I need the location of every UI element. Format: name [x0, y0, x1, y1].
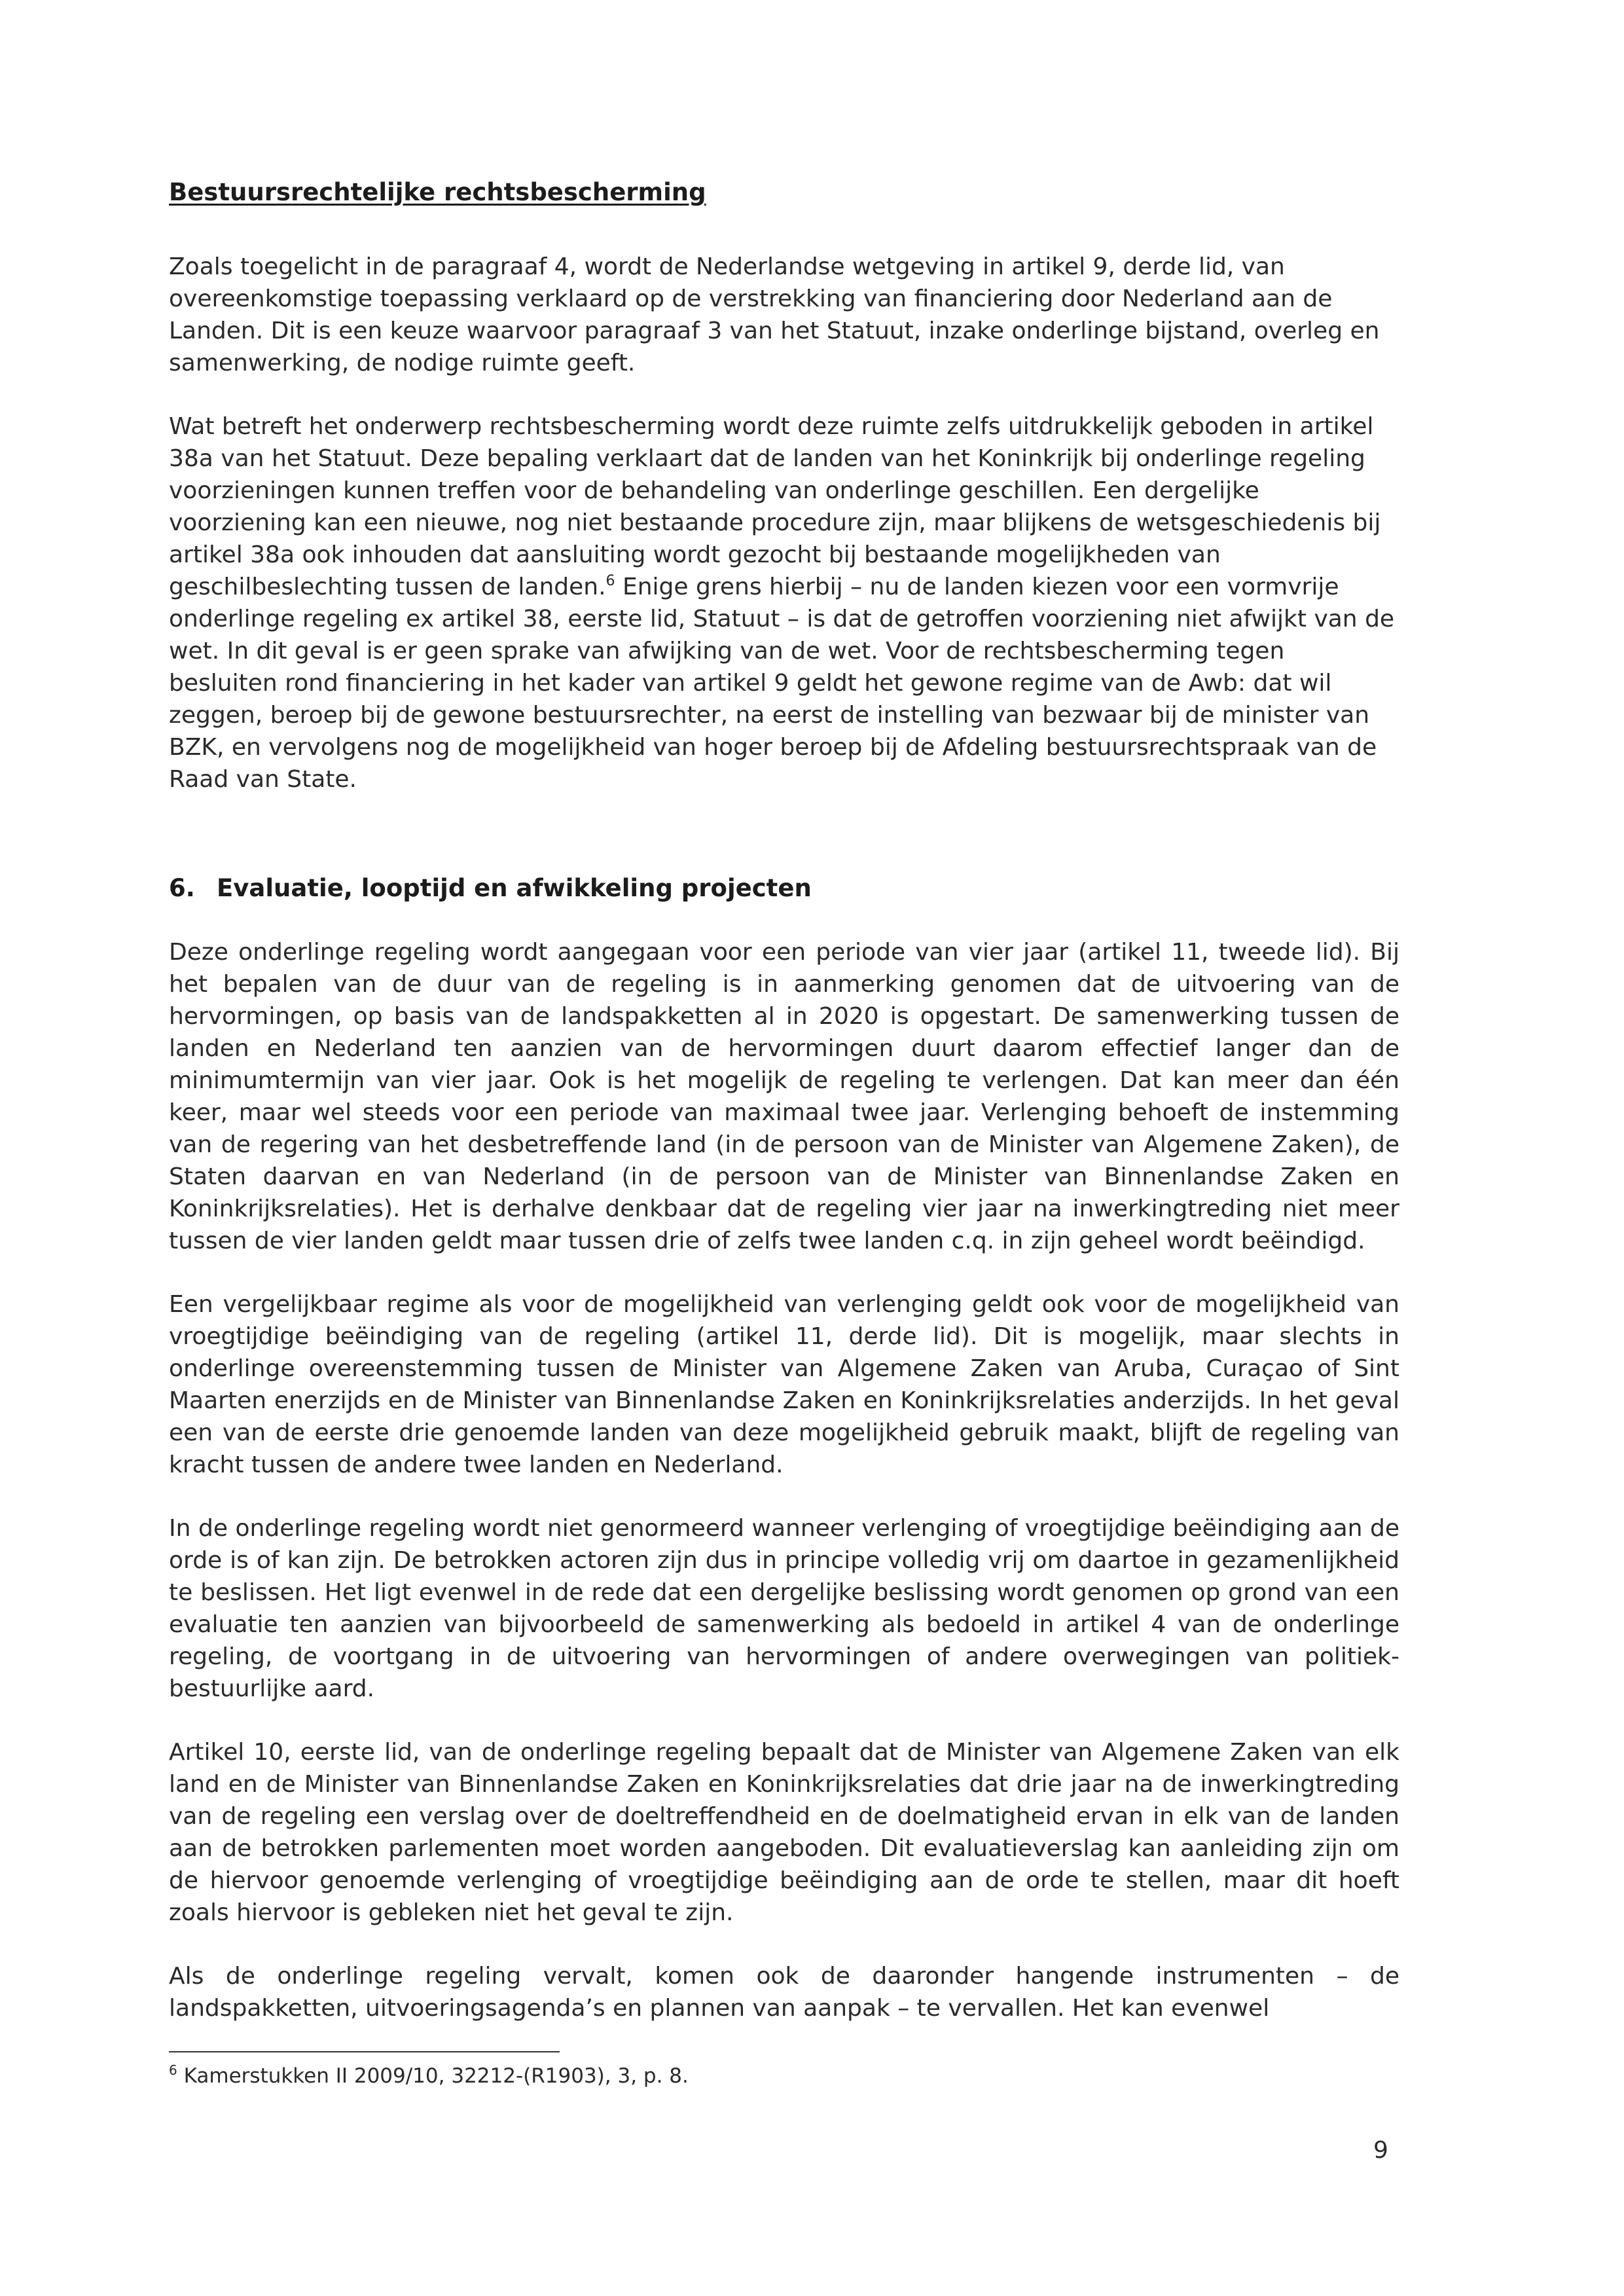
page-body	[169, 178, 1399, 2056]
footnote-reference[interactable]: 6	[605, 573, 615, 589]
paragraph: Artikel 10, eerste lid, van de onderlinge regeling bepaalt dat de Minister van Algemene Zaken van elk land en de Minister van Binnenlandse Zaken en Koninkrijksrelaties dat drie jaar na de inwerkingtreding van de regeling een verslag over de doeltreffendheid en de doelmatigheid ervan in elk van de landen aan de betrokken parlementen moet worden aangeboden. Dit evaluatieverslag kan aanleiding zijn om de hiervoor genoemde verlenging of vroegtijdige beëindiging aan de orde te stellen, maar dit hoeft zoals hiervoor is gebleken niet het geval te zijn.	[169, 1739, 1399, 1926]
paragraph: Als de onderlinge regeling vervalt, komen ook de daaronder hangende instrumenten – de landspakketten, uitvoeringsagenda’s en plannen van aanpak – te vervallen. Het kan evenwel	[169, 1963, 1399, 2022]
chapter-title: Evaluatie, looptijd en afwikkeling projecten	[217, 874, 812, 902]
footnote-text: Kamerstukken II 2009/10, 32212-(R1903), 3, p. 8.	[177, 2064, 689, 2088]
paragraph-text: Enige grens hierbij – nu de landen kiezen voor een vormvrije onderlinge regeling ex artikel 38, eerste lid, Statuut – is dat de getroffen voorziening niet afwijkt van de wet. In dit geval is er geen sprake van afwijking van de wet. Voor de rechtsbescherming tegen besluiten rond financiering in het kader van artikel 9 geldt het gewone regime van de Awb: dat wil zeggen, beroep bij de gewone bestuursrechter, na eerst de instelling van bezwaar bij de minister van BZK, en vervolgens nog de mogelijkheid van hoger beroep bij de Afdeling bestuursrechtspraak van de Raad van State.	[169, 574, 1395, 793]
footnote	[169, 2062, 689, 2090]
footnote-separator	[169, 2051, 560, 2052]
footnote-number: 6	[169, 2062, 177, 2078]
paragraph: Deze onderlinge regeling wordt aangegaan voor een periode van vier jaar (artikel 11, tweede lid). Bij het bepalen van de duur van de regeling is in aanmerking genomen dat de uitvoering van de hervormingen, op basis van de landspakketten al in 2020 is opgestart. De samenwerking tussen de landen en Nederland ten aanzien van de hervormingen duurt daarom effectief langer dan de minimumtermijn van vier jaar. Ook is het mogelijk de regeling te verlengen. Dat kan meer dan één keer, maar wel steeds voor een periode van maximaal twee jaar. Verlenging behoeft de instemming van de regering van het desbetreffende land (in de persoon van de Minister van Algemene Zaken), de Staten daarvan en van Nederland (in de persoon van de Minister van Binnenlandse Zaken en Koninkrijksrelaties). Het is derhalve denkbaar dat de regeling vier jaar na inwerkingtreding niet meer tussen de vier landen geldt maar tussen drie of zelfs twee landen c.q. in zijn geheel wordt beëindigd.	[169, 939, 1399, 1254]
page-number: 9	[1373, 2137, 1388, 2164]
chapter-heading	[169, 874, 1399, 902]
paragraph: Zoals toegelicht in de paragraaf 4, wordt de Nederlandse wetgeving in artikel 9, derde lid, van overeenkomstige toepassing verklaard op de verstrekking van financiering door Nederland aan de Landen. Dit is een keuze waarvoor paragraaf 3 van het Statuut, inzake onderlinge bijstand, overleg en samenwerking, de nodige ruimte geeft.	[169, 253, 1380, 376]
paragraph: In de onderlinge regeling wordt niet genormeerd wanneer verlenging of vroegtijdige beëindiging aan de orde is of kan zijn. De betrokken actoren zijn dus in principe volledig vrij om daartoe in gezamenlijkheid te beslissen. Het ligt evenwel in de rede dat een dergelijke beslissing wordt genomen op grond van een evaluatie ten aanzien van bijvoorbeeld de samenwerking als bedoeld in artikel 4 van de onderlinge regeling, de voortgang in de uitvoering van hervormingen of andere overwegingen van politiek-bestuurlijke aard.	[169, 1515, 1399, 1702]
paragraph: Een vergelijkbaar regime als voor de mogelijkheid van verlenging geldt ook voor de mogelijkheid van vroegtijdige beëindiging van de regeling (artikel 11, derde lid). Dit is mogelijk, maar slechts in onderlinge overeenstemming tussen de Minister van Algemene Zaken van Aruba, Curaçao of Sint Maarten enerzijds en de Minister van Binnenlandse Zaken en Koninkrijksrelaties anderzijds. In het geval een van de eerste drie genoemde landen van deze mogelijkheid gebruik maakt, blijft de regeling van kracht tussen de andere twee landen en Nederland.	[169, 1291, 1399, 1478]
paragraph-with-footnote-ref	[169, 410, 1399, 795]
chapter-number: 6.	[169, 874, 195, 902]
paragraph-text: Wat betreft het onderwerp rechtsbescherming wordt deze ruimte zelfs uitdrukkelijk geboden in artikel 38a van het Statuut. Deze bepaling verklaart dat de landen van het Koninkrijk bij onderlinge regeling voorzieningen kunnen treffen voor de behandeling van onderlinge geschillen. Een dergelijke voorziening kan een nieuwe, nog niet bestaande procedure zijn, maar blijkens de wetsgeschiedenis bij artikel 38a ook inhouden dat aansluiting wordt gezocht bij bestaande mogelijkheden van geschilbeslechting tussen de landen.	[169, 413, 1381, 600]
section-heading: Bestuursrechtelijke rechtsbescherming	[169, 178, 706, 206]
